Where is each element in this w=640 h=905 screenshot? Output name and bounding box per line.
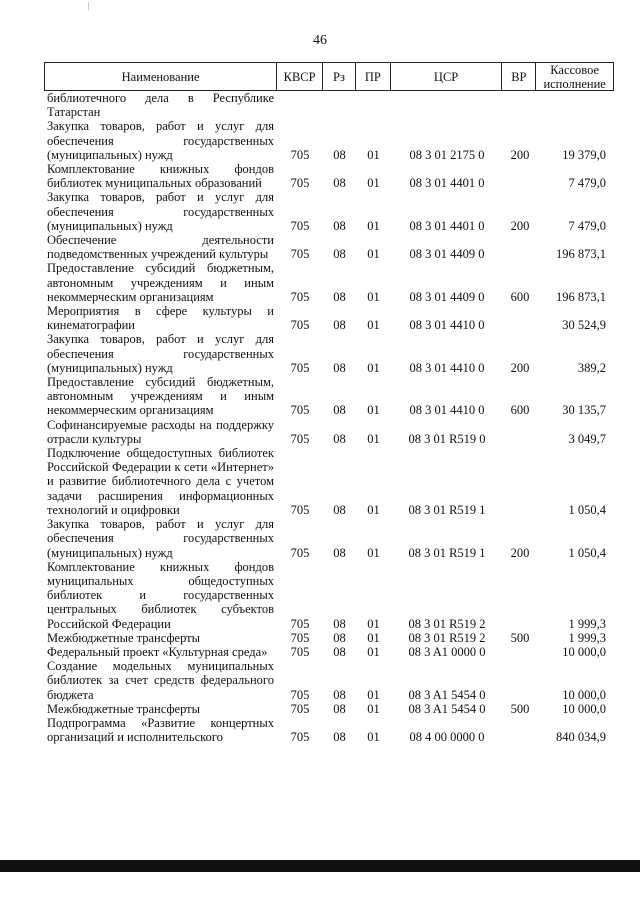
row-kvsr: 705 (290, 247, 310, 262)
table-row (44, 261, 614, 304)
row-kvsr: 705 (290, 360, 310, 375)
row-kvsr: 705 (290, 431, 310, 446)
header-rz: Рз (323, 63, 356, 90)
row-kvsr: 705 (290, 218, 310, 233)
row-kvsr: 705 (290, 289, 310, 304)
row-name: Мероприятия в сфере культуры и кинематографии (47, 304, 274, 333)
row-rz: 08 (333, 147, 346, 162)
row-vr (503, 446, 537, 517)
row-vr (503, 162, 537, 190)
row-pr: 01 (367, 176, 380, 191)
table-row (44, 332, 614, 375)
table-row (44, 645, 614, 659)
row-vr: 200 (510, 360, 530, 375)
row-pr: 01 (367, 318, 380, 333)
scan-speck (88, 2, 89, 10)
row-pr: 01 (367, 360, 380, 375)
row-pr: 01 (367, 644, 380, 659)
row-amount: 1 050,4 (568, 502, 606, 517)
table-row (44, 162, 614, 190)
row-csr: 08 3 01 4409 0 (409, 247, 485, 262)
row-kvsr: 705 (290, 616, 310, 631)
row-name: Софинансируемые расходы на поддержку отрасли культуры (47, 417, 274, 446)
row-kvsr: 705 (290, 644, 310, 659)
row-kvsr: 705 (290, 687, 310, 702)
row-pr: 01 (367, 431, 380, 446)
row-amount: 10 000,0 (562, 644, 606, 659)
row-vr (503, 659, 537, 702)
row-name: Обеспечение деятельности подведомственных учреждений культуры (47, 233, 274, 262)
row-csr: 08 3 01 R519 2 (408, 616, 486, 631)
row-amount: 196 873,1 (556, 289, 606, 304)
row-rz: 08 (333, 630, 346, 645)
row-rz (323, 91, 356, 119)
row-csr: 08 4 00 0000 0 (409, 730, 485, 745)
table-body (44, 91, 614, 744)
row-pr: 01 (367, 730, 380, 745)
row-pr: 01 (367, 403, 380, 418)
row-vr: 200 (510, 218, 530, 233)
row-amount (537, 91, 614, 119)
row-name: Закупка товаров, работ и услуг для обеспечения государственных (муниципальных) нужд (47, 332, 274, 375)
row-vr: 600 (510, 289, 530, 304)
row-amount: 7 479,0 (568, 176, 606, 191)
row-csr: 08 3 01 4410 0 (409, 403, 485, 418)
row-rz: 08 (333, 218, 346, 233)
header-vr: ВР (502, 63, 536, 90)
row-name: Комплектование книжных фондов библиотек муниципальных образований (47, 162, 274, 191)
row-csr: 08 3 01 R519 0 (408, 431, 486, 446)
row-csr: 08 3 01 R519 1 (408, 545, 486, 560)
row-csr: 08 3 01 R519 2 (408, 630, 486, 645)
row-amount: 1 999,3 (568, 630, 606, 645)
table-row (44, 375, 614, 418)
row-kvsr: 705 (290, 730, 310, 745)
row-csr: 08 3 01 4409 0 (409, 289, 485, 304)
row-csr: 08 3 A1 0000 0 (408, 644, 486, 659)
row-csr (391, 91, 503, 119)
row-pr: 01 (367, 630, 380, 645)
table-row (44, 446, 614, 517)
row-kvsr: 705 (290, 701, 310, 716)
row-name: Создание модельных муниципальных библиотек за счет средств федерального бюджета (47, 659, 274, 702)
row-vr: 500 (510, 701, 530, 716)
table-row (44, 517, 614, 560)
row-amount: 19 379,0 (562, 147, 606, 162)
row-pr (356, 91, 391, 119)
scan-bottom-edge (0, 860, 640, 872)
row-amount: 30 524,9 (562, 318, 606, 333)
row-amount: 10 000,0 (562, 687, 606, 702)
row-name: Закупка товаров, работ и услуг для обеспечения государственных (муниципальных) нужд (47, 517, 274, 560)
row-name: библиотечного дела в Республике Татарстан (47, 91, 274, 120)
row-kvsr (277, 91, 323, 119)
row-vr: 600 (510, 403, 530, 418)
row-amount: 30 135,7 (562, 403, 606, 418)
row-rz: 08 (333, 502, 346, 517)
row-vr (503, 233, 537, 261)
row-pr: 01 (367, 616, 380, 631)
row-kvsr: 705 (290, 403, 310, 418)
row-rz: 08 (333, 730, 346, 745)
row-csr: 08 3 A1 5454 0 (408, 701, 486, 716)
row-name: Федеральный проект «Культурная среда» (47, 644, 268, 659)
row-amount: 389,2 (577, 360, 606, 375)
row-amount: 7 479,0 (568, 218, 606, 233)
row-amount: 840 034,9 (556, 730, 606, 745)
row-rz: 08 (333, 431, 346, 446)
row-name: Предоставление субсидий бюджетным, автономным учреждениям и иным некоммерческим организациям (47, 261, 274, 304)
row-kvsr: 705 (290, 147, 310, 162)
table-header (44, 62, 614, 91)
row-amount: 1 050,4 (568, 545, 606, 560)
row-vr: 200 (510, 147, 530, 162)
row-rz: 08 (333, 403, 346, 418)
row-vr: 500 (510, 630, 530, 645)
header-amount: Кассовое исполнение (543, 62, 606, 91)
row-vr (503, 716, 537, 744)
table-row (44, 560, 614, 631)
row-name: Закупка товаров, работ и услуг для обеспечения государственных (муниципальных) нужд (47, 190, 274, 233)
row-amount: 196 873,1 (556, 247, 606, 262)
row-rz: 08 (333, 176, 346, 191)
row-pr: 01 (367, 545, 380, 560)
row-name: Закупка товаров, работ и услуг для обеспечения государственных (муниципальных) нужд (47, 119, 274, 162)
header-name: Наименование (45, 63, 277, 90)
row-name: Межбюджетные трансферты (47, 701, 201, 716)
row-kvsr: 705 (290, 176, 310, 191)
page-number: 46 (313, 33, 327, 48)
row-csr: 08 3 01 4401 0 (409, 176, 485, 191)
table-row (44, 659, 614, 702)
row-rz: 08 (333, 616, 346, 631)
row-amount: 3 049,7 (568, 431, 606, 446)
row-csr: 08 3 A1 5454 0 (408, 687, 486, 702)
row-amount: 1 999,3 (568, 616, 606, 631)
row-csr: 08 3 01 R519 1 (408, 502, 486, 517)
header-kvsr: КВСР (277, 63, 323, 90)
table-row (44, 91, 614, 119)
table-row (44, 716, 614, 744)
row-rz: 08 (333, 360, 346, 375)
table-row (44, 233, 614, 261)
row-pr: 01 (367, 502, 380, 517)
table-row (44, 304, 614, 332)
row-pr: 01 (367, 687, 380, 702)
row-csr: 08 3 01 4410 0 (409, 318, 485, 333)
row-rz: 08 (333, 545, 346, 560)
table-row (44, 119, 614, 162)
row-vr (503, 418, 537, 446)
row-csr: 08 3 01 2175 0 (409, 147, 485, 162)
row-name: Межбюджетные трансферты (47, 630, 201, 645)
row-csr: 08 3 01 4401 0 (409, 218, 485, 233)
row-csr: 08 3 01 4410 0 (409, 360, 485, 375)
header-csr: ЦСР (391, 63, 503, 90)
table-row (44, 190, 614, 233)
row-rz: 08 (333, 289, 346, 304)
row-name: Предоставление субсидий бюджетным, автономным учреждениям и иным некоммерческим организациям (47, 375, 274, 418)
row-vr (503, 91, 537, 119)
row-name: Подключение общедоступных библиотек Российской Федерации к сети «Интернет» и развитие библиотечного дела с учетом задачи расширения информационных технологий и оцифровки (47, 446, 274, 517)
table-row (44, 418, 614, 446)
row-pr: 01 (367, 147, 380, 162)
row-rz: 08 (333, 644, 346, 659)
row-pr: 01 (367, 289, 380, 304)
row-vr (503, 560, 537, 631)
header-pr: ПР (356, 63, 391, 90)
row-amount: 10 000,0 (562, 701, 606, 716)
table-row (44, 631, 614, 645)
row-pr: 01 (367, 701, 380, 716)
row-kvsr: 705 (290, 545, 310, 560)
row-rz: 08 (333, 247, 346, 262)
row-pr: 01 (367, 218, 380, 233)
row-name: Подпрограмма «Развитие концертных организаций и исполнительского (47, 715, 274, 745)
row-kvsr: 705 (290, 318, 310, 333)
row-kvsr: 705 (290, 630, 310, 645)
row-pr: 01 (367, 247, 380, 262)
row-rz: 08 (333, 687, 346, 702)
row-kvsr: 705 (290, 502, 310, 517)
budget-table (44, 62, 614, 744)
table-row (44, 702, 614, 716)
row-rz: 08 (333, 318, 346, 333)
row-vr (503, 304, 537, 332)
row-name: Комплектование книжных фондов муниципальных общедоступных библиотек и государственных центральных библиотек субъектов Российской Федерации (47, 559, 274, 631)
row-vr: 200 (510, 545, 530, 560)
row-vr (503, 645, 537, 659)
row-rz: 08 (333, 701, 346, 716)
